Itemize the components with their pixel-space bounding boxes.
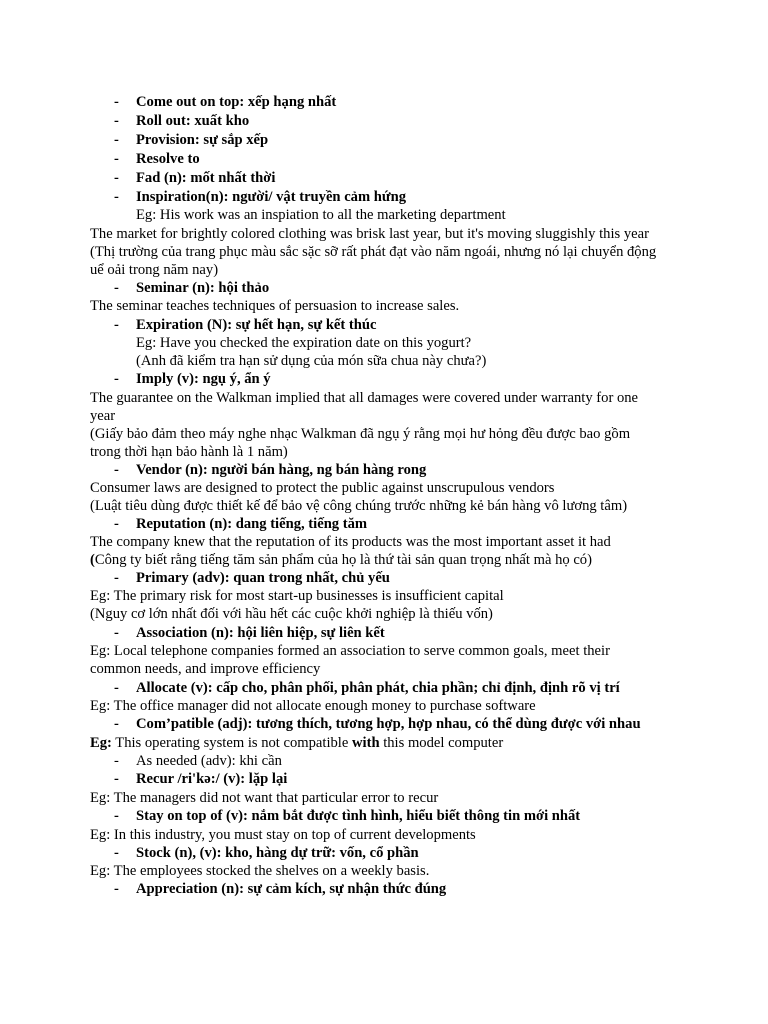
body-line: Eg: In this industry, you must stay on top of current developments (90, 827, 476, 843)
open-paren: ( (90, 552, 95, 568)
bullet-dash: - (114, 280, 119, 296)
vocab-term: Primary (adv): quan trong nhất, chủ yếu (136, 570, 390, 586)
body-line: Eg: Local telephone companies formed an association to serve common goals, meet their (90, 643, 610, 659)
body-line: Eg: The office manager did not allocate enough money to purchase software (90, 698, 536, 714)
body-line: The company knew that the reputation of its products was the most important asset it had (90, 534, 611, 550)
bullet-dash: - (114, 462, 119, 478)
example-line: Eg: His work was an inspiation to all the marketing department (136, 207, 506, 223)
bullet-dash: - (114, 371, 119, 387)
body-line: trong thời hạn bảo hành là 1 năm) (90, 444, 288, 460)
bullet-dash: - (114, 845, 119, 861)
bullet-dash: - (114, 94, 119, 110)
vocab-term: Vendor (n): người bán hàng, ng bán hàng rong (136, 462, 427, 478)
bullet-dash: - (114, 132, 119, 148)
body-line: year (90, 408, 116, 424)
body-line: (Nguy cơ lớn nhất đối với hầu hết các cuộc khởi nghiệp là thiếu vốn) (90, 606, 493, 622)
vocab-term: Roll out: xuất kho (136, 113, 250, 129)
bullet-dash: - (114, 680, 119, 696)
bullet-dash: - (114, 170, 119, 186)
text-run: This operating system is not compatible (111, 735, 352, 751)
vocab-term: Reputation (n): dang tiếng, tiếng tăm (136, 516, 368, 532)
body-line: The guarantee on the Walkman implied that all damages were covered under warranty for one (90, 390, 639, 406)
vocab-term: As needed (adv): khi cần (136, 753, 282, 769)
vocab-term: Inspiration(n): người/ vật truyền cảm hứng (136, 189, 407, 205)
vocab-term: Fad (n): mốt nhất thời (136, 170, 276, 186)
body-line: The market for brightly colored clothing was brisk last year, but it's moving sluggishly this year (90, 226, 649, 242)
bold-text: with (351, 735, 380, 751)
vocab-term: Com’patible (adj): tương thích, tương hợp, hợp nhau, có thể dùng được với nhau (136, 716, 641, 732)
vocab-term: Imply (v): ngụ ý, ẩn ý (136, 371, 271, 387)
bullet-dash: - (114, 516, 119, 532)
body-line: Eg: The employees stocked the shelves on a weekly basis. (90, 863, 430, 879)
body-line: (Thị trường của trang phục màu sắc sặc sỡ rất phát đạt vào năm ngoái, nhưng nó lại chuyển động (90, 244, 657, 260)
vocab-term: Association (n): hội liên hiệp, sự liên kết (136, 625, 385, 641)
vocab-term: Expiration (N): sự hết hạn, sự kết thúc (136, 317, 377, 333)
bullet-dash: - (114, 189, 119, 205)
bullet-dash: - (114, 113, 119, 129)
bullet-dash: - (114, 317, 119, 333)
vocab-term: Stock (n), (v): kho, hàng dự trữ: vốn, cổ phần (136, 845, 419, 861)
bullet-dash: - (114, 716, 119, 732)
body-line: common needs, and improve efficiency (90, 661, 321, 677)
bold-text: Eg: (90, 735, 112, 751)
body-line: Eg: The primary risk for most start-up businesses is insufficient capital (90, 588, 504, 604)
bullet-dash: - (114, 151, 119, 167)
body-line: uể oải trong năm nay) (90, 262, 219, 278)
vocab-term: Resolve to (136, 151, 200, 167)
vocab-term: Recur /ri'kə:/ (v): lặp lại (136, 771, 288, 787)
example-line (90, 734, 503, 752)
example-line: Eg: Have you checked the expiration date on this yogurt? (136, 335, 472, 351)
text-run: this model computer (379, 735, 504, 751)
vocab-term: Provision: sự sắp xếp (136, 132, 269, 148)
body-line: Consumer laws are designed to protect the public against unscrupulous vendors (90, 480, 555, 496)
example-line: (Anh đã kiểm tra hạn sử dụng của món sữa chua này chưa?) (136, 353, 487, 369)
vocab-term: Come out on top: xếp hạng nhất (136, 94, 337, 110)
bullet-dash: - (114, 625, 119, 641)
translation-line (90, 551, 592, 569)
body-line: The seminar teaches techniques of persuasion to increase sales. (90, 298, 460, 314)
vocab-term: Appreciation (n): sự cảm kích, sự nhận thức đúng (136, 881, 447, 897)
translation-text: Công ty biết rằng tiếng tăm sản phẩm của họ là thứ tài sản quan trọng nhất mà họ có) (94, 552, 592, 568)
bullet-dash: - (114, 881, 119, 897)
bullet-dash: - (114, 808, 119, 824)
vocab-term: Stay on top of (v): nắm bắt được tình hình, hiểu biết thông tin mới nhất (136, 808, 581, 824)
body-line: (Giấy bảo đảm theo máy nghe nhạc Walkman đã ngụ ý rằng mọi hư hỏng đều được bao gồm (90, 426, 631, 442)
bullet-dash: - (114, 753, 119, 769)
bullet-dash: - (114, 570, 119, 586)
vocab-term: Allocate (v): cấp cho, phân phối, phân phát, chia phần; chỉ định, định rõ vị trí (136, 680, 620, 696)
bullet-dash: - (114, 771, 119, 787)
vocab-term: Seminar (n): hội thảo (136, 280, 270, 296)
body-line: (Luật tiêu dùng được thiết kế để bảo vệ công chúng trước những kẻ bán hàng vô lương tâm) (90, 498, 628, 514)
body-line: Eg: The managers did not want that particular error to recur (90, 790, 439, 806)
